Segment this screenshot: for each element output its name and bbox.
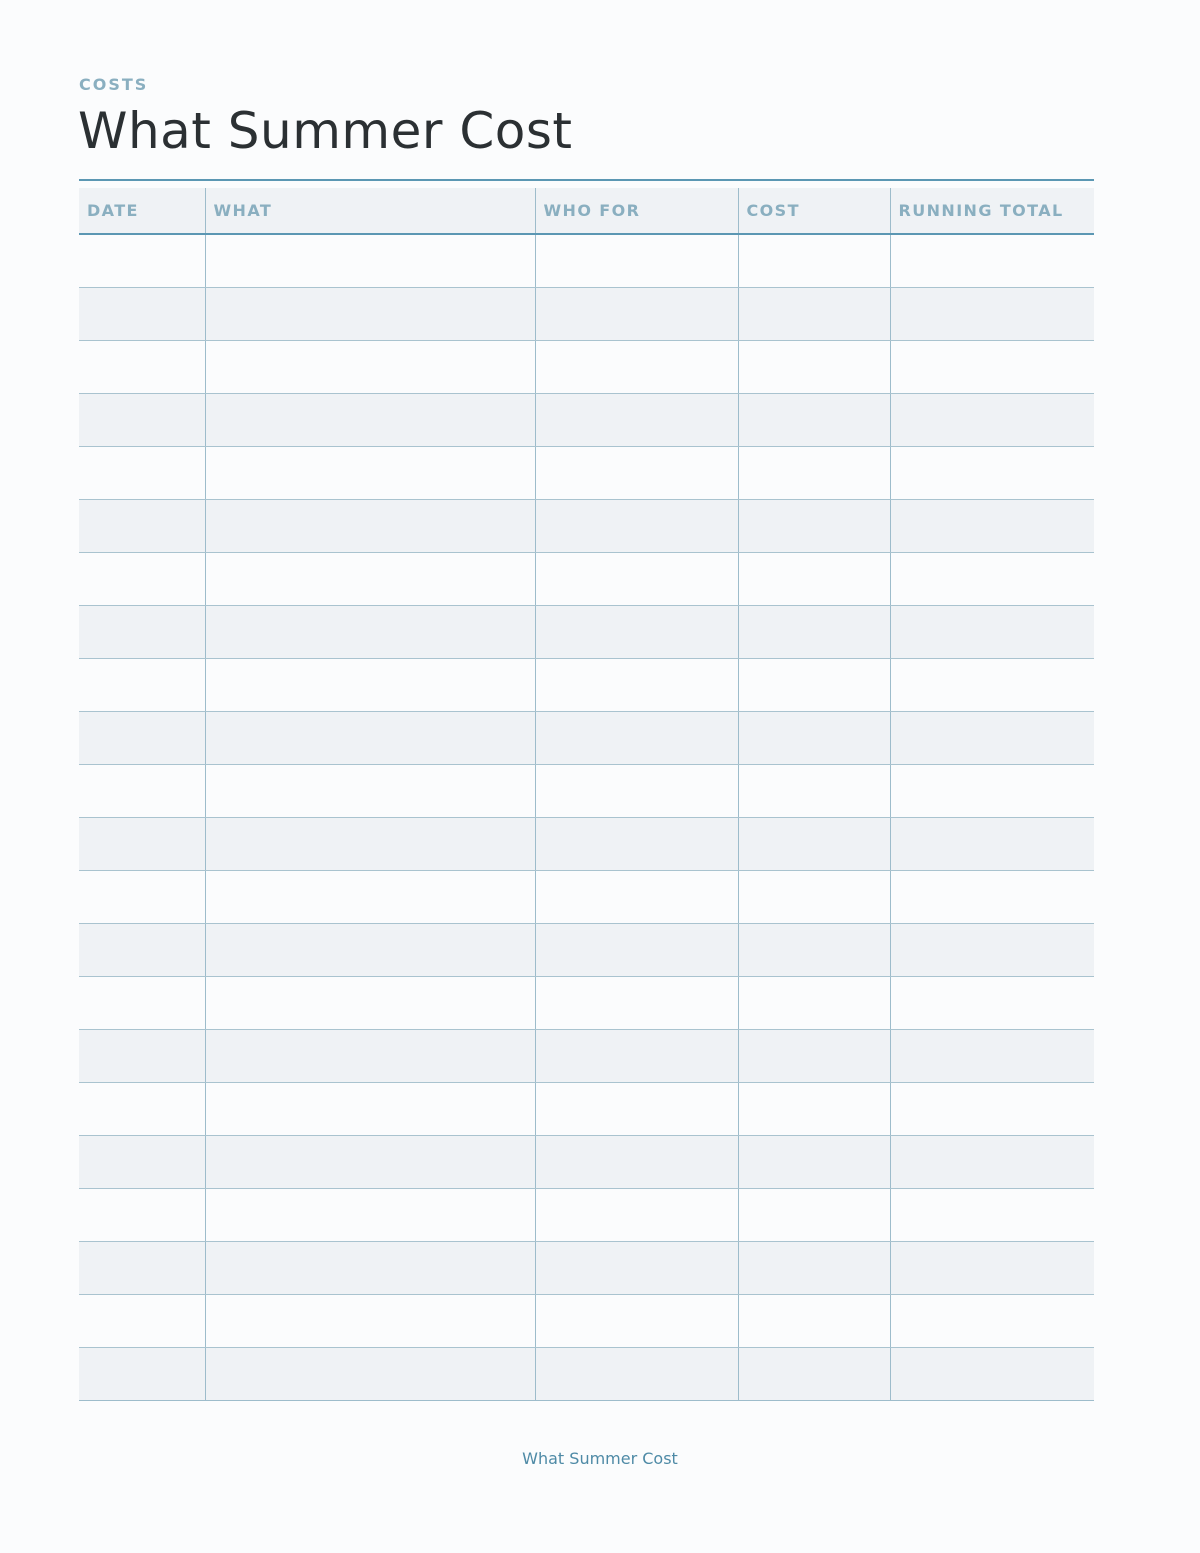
table-row [79, 605, 1094, 658]
running-total-cell[interactable] [890, 976, 1094, 1029]
who-for-cell[interactable] [535, 446, 738, 499]
who-for-cell[interactable] [535, 711, 738, 764]
who-for-cell[interactable] [535, 287, 738, 340]
date-cell[interactable] [79, 1082, 205, 1135]
table-row [79, 764, 1094, 817]
who-for-cell[interactable] [535, 1029, 738, 1082]
table-row [79, 234, 1094, 287]
who-for-cell[interactable] [535, 605, 738, 658]
running-total-cell[interactable] [890, 234, 1094, 287]
who-for-cell[interactable] [535, 1241, 738, 1294]
running-total-cell[interactable] [890, 658, 1094, 711]
cost-cell[interactable] [738, 605, 890, 658]
date-cell[interactable] [79, 340, 205, 393]
running-total-cell[interactable] [890, 287, 1094, 340]
date-cell[interactable] [79, 764, 205, 817]
date-cell[interactable] [79, 1135, 205, 1188]
date-cell[interactable] [79, 870, 205, 923]
what-cell[interactable] [205, 1294, 535, 1347]
what-cell[interactable] [205, 446, 535, 499]
running-total-cell[interactable] [890, 711, 1094, 764]
running-total-cell[interactable] [890, 1241, 1094, 1294]
running-total-cell[interactable] [890, 340, 1094, 393]
cost-cell[interactable] [738, 1188, 890, 1241]
running-total-cell[interactable] [890, 817, 1094, 870]
cost-cell[interactable] [738, 1294, 890, 1347]
cost-cell[interactable] [738, 393, 890, 446]
who-for-cell[interactable] [535, 1135, 738, 1188]
date-cell[interactable] [79, 923, 205, 976]
what-cell[interactable] [205, 1135, 535, 1188]
cost-cell[interactable] [738, 1082, 890, 1135]
table-row [79, 1082, 1094, 1135]
what-cell[interactable] [205, 605, 535, 658]
what-cell[interactable] [205, 552, 535, 605]
date-cell[interactable] [79, 1241, 205, 1294]
table-row [79, 287, 1094, 340]
what-cell[interactable] [205, 287, 535, 340]
who-for-cell[interactable] [535, 1188, 738, 1241]
date-cell[interactable] [79, 976, 205, 1029]
what-cell[interactable] [205, 1188, 535, 1241]
table-row [79, 817, 1094, 870]
what-cell[interactable] [205, 393, 535, 446]
what-cell[interactable] [205, 923, 535, 976]
table-row [79, 1294, 1094, 1347]
who-for-cell[interactable] [535, 764, 738, 817]
cost-cell[interactable] [738, 234, 890, 287]
who-for-cell[interactable] [535, 817, 738, 870]
running-total-cell[interactable] [890, 446, 1094, 499]
what-cell[interactable] [205, 1347, 535, 1400]
running-total-cell[interactable] [890, 870, 1094, 923]
running-total-cell[interactable] [890, 1135, 1094, 1188]
cost-cell[interactable] [738, 923, 890, 976]
table-row [79, 870, 1094, 923]
column-header-date: DATE [79, 188, 205, 234]
cost-cell[interactable] [738, 1241, 890, 1294]
table-row [79, 711, 1094, 764]
cost-cell[interactable] [738, 658, 890, 711]
date-cell[interactable] [79, 1188, 205, 1241]
table-row [79, 658, 1094, 711]
cost-cell[interactable] [738, 446, 890, 499]
cost-cell[interactable] [738, 1029, 890, 1082]
running-total-cell[interactable] [890, 605, 1094, 658]
table-row [79, 923, 1094, 976]
cost-cell[interactable] [738, 976, 890, 1029]
cost-cell[interactable] [738, 552, 890, 605]
page-title: What Summer Cost [78, 102, 573, 160]
what-cell[interactable] [205, 499, 535, 552]
column-header-running-total: RUNNING TOTAL [890, 188, 1094, 234]
what-cell[interactable] [205, 1241, 535, 1294]
date-cell[interactable] [79, 234, 205, 287]
table-row [79, 1347, 1094, 1400]
table-row [79, 1135, 1094, 1188]
column-header-cost: COST [738, 188, 890, 234]
what-cell[interactable] [205, 1029, 535, 1082]
cost-cell[interactable] [738, 1347, 890, 1400]
date-cell[interactable] [79, 499, 205, 552]
what-cell[interactable] [205, 1082, 535, 1135]
table-row [79, 976, 1094, 1029]
cost-cell[interactable] [738, 499, 890, 552]
cost-cell[interactable] [738, 711, 890, 764]
cost-cell[interactable] [738, 1135, 890, 1188]
running-total-cell[interactable] [890, 1294, 1094, 1347]
section-eyebrow: COSTS [79, 75, 149, 94]
who-for-cell[interactable] [535, 658, 738, 711]
date-cell[interactable] [79, 1347, 205, 1400]
what-cell[interactable] [205, 340, 535, 393]
date-cell[interactable] [79, 605, 205, 658]
date-cell[interactable] [79, 446, 205, 499]
table-row [79, 340, 1094, 393]
table-row [79, 1188, 1094, 1241]
running-total-cell[interactable] [890, 923, 1094, 976]
cost-cell[interactable] [738, 764, 890, 817]
what-cell[interactable] [205, 976, 535, 1029]
date-cell[interactable] [79, 393, 205, 446]
table-row [79, 1241, 1094, 1294]
date-cell[interactable] [79, 711, 205, 764]
what-cell[interactable] [205, 234, 535, 287]
cost-cell[interactable] [738, 870, 890, 923]
table-row [79, 1029, 1094, 1082]
what-cell[interactable] [205, 658, 535, 711]
who-for-cell[interactable] [535, 1294, 738, 1347]
running-total-cell[interactable] [890, 1188, 1094, 1241]
column-header-what: WHAT [205, 188, 535, 234]
who-for-cell[interactable] [535, 234, 738, 287]
table-row [79, 393, 1094, 446]
what-cell[interactable] [205, 817, 535, 870]
who-for-cell[interactable] [535, 923, 738, 976]
running-total-cell[interactable] [890, 499, 1094, 552]
date-cell[interactable] [79, 817, 205, 870]
running-total-cell[interactable] [890, 552, 1094, 605]
date-cell[interactable] [79, 1029, 205, 1082]
column-header-who-for: WHO FOR [535, 188, 738, 234]
what-cell[interactable] [205, 870, 535, 923]
table-header-row [79, 188, 1094, 234]
table-row [79, 446, 1094, 499]
date-cell[interactable] [79, 552, 205, 605]
who-for-cell[interactable] [535, 1082, 738, 1135]
who-for-cell[interactable] [535, 393, 738, 446]
running-total-cell[interactable] [890, 1029, 1094, 1082]
running-total-cell[interactable] [890, 764, 1094, 817]
date-cell[interactable] [79, 658, 205, 711]
cost-log-table [79, 188, 1094, 1401]
who-for-cell[interactable] [535, 340, 738, 393]
who-for-cell[interactable] [535, 499, 738, 552]
what-cell[interactable] [205, 711, 535, 764]
title-divider [79, 179, 1094, 181]
table-row [79, 552, 1094, 605]
running-total-cell[interactable] [890, 1347, 1094, 1400]
cost-cell[interactable] [738, 340, 890, 393]
who-for-cell[interactable] [535, 976, 738, 1029]
cost-cell[interactable] [738, 817, 890, 870]
table-row [79, 499, 1094, 552]
who-for-cell[interactable] [535, 552, 738, 605]
page-footer: What Summer Cost [522, 1449, 678, 1468]
date-cell[interactable] [79, 1294, 205, 1347]
who-for-cell[interactable] [535, 1347, 738, 1400]
table-body [79, 234, 1094, 1400]
who-for-cell[interactable] [535, 870, 738, 923]
running-total-cell[interactable] [890, 393, 1094, 446]
date-cell[interactable] [79, 287, 205, 340]
running-total-cell[interactable] [890, 1082, 1094, 1135]
what-cell[interactable] [205, 764, 535, 817]
cost-cell[interactable] [738, 287, 890, 340]
